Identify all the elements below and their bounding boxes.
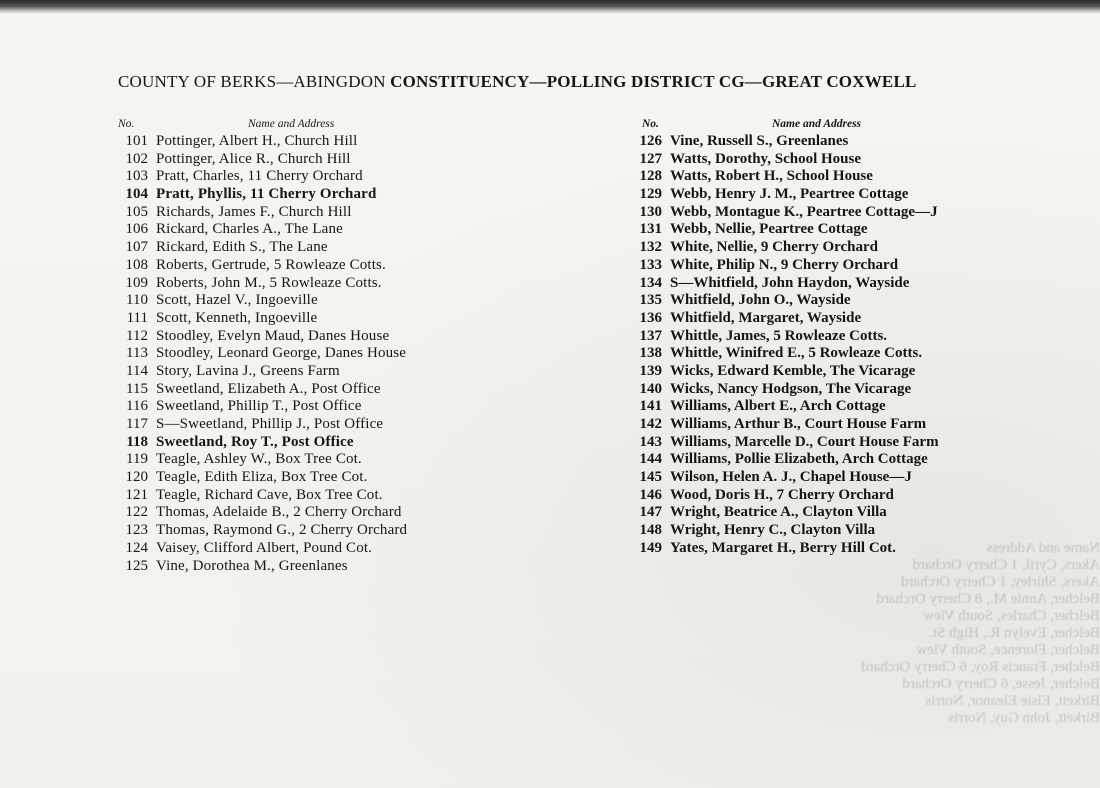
bleed-through-line: Belcher, Annie M., 8 Cherry Orchard — [876, 591, 1100, 607]
left-header-no: No. — [118, 118, 135, 130]
entry-number: 141 — [639, 398, 662, 415]
entry-name-address: Webb, Henry J. M., Peartree Cottage — [670, 186, 909, 203]
register-entry — [634, 133, 1034, 151]
entry-number: 134 — [639, 274, 662, 291]
register-entry — [634, 345, 1034, 363]
entry-number: 122 — [125, 504, 148, 521]
register-entry — [116, 257, 496, 275]
bleed-through-line: Akers, Shirley, 1 Cherry Orchard — [901, 574, 1100, 590]
entry-number: 143 — [639, 433, 662, 450]
register-entry — [634, 434, 1034, 452]
entry-name-address: Webb, Nellie, Peartree Cottage — [670, 221, 868, 238]
entry-name-address: Story, Lavina J., Greens Farm — [156, 362, 340, 379]
entry-name-address: Webb, Montague K., Peartree Cottage—J — [670, 203, 938, 220]
entry-name-address: Williams, Pollie Elizabeth, Arch Cottage — [670, 451, 928, 468]
register-entry — [634, 257, 1034, 275]
register-entry — [116, 292, 496, 310]
entry-number: 129 — [639, 186, 662, 203]
entry-number: 138 — [639, 345, 662, 362]
entry-name-address: Pottinger, Alice R., Church Hill — [156, 150, 351, 167]
entry-number: 115 — [126, 380, 148, 397]
entry-name-address: Wright, Henry C., Clayton Villa — [670, 522, 876, 539]
register-entry — [116, 416, 496, 434]
register-entry — [634, 540, 1034, 558]
entry-name-address: Williams, Arthur B., Court House Farm — [670, 416, 927, 432]
register-entry — [116, 151, 496, 169]
entry-number: 135 — [639, 292, 662, 309]
register-entry — [634, 522, 1034, 540]
register-entry — [634, 381, 1034, 399]
title-part-regular: COUNTY OF BERKS—ABINGDON — [118, 72, 391, 91]
left-entry-list — [116, 133, 496, 575]
entry-number: 113 — [126, 345, 148, 362]
register-entry — [116, 328, 496, 346]
entry-name-address: Whittle, Winifred E., 5 Rowleaze Cotts. — [670, 345, 923, 362]
entry-name-address: Wood, Doris H., 7 Cherry Orchard — [670, 486, 894, 503]
register-entry — [116, 398, 496, 416]
register-entry — [634, 151, 1034, 169]
entry-name-address: Pottinger, Albert H., Church Hill — [156, 133, 358, 149]
register-entry — [634, 221, 1034, 239]
entry-number: 128 — [639, 168, 662, 185]
entry-name-address: Rickard, Charles A., The Lane — [156, 221, 343, 238]
entry-name-address: Vaisey, Clifford Albert, Pound Cot. — [156, 539, 373, 556]
left-column-header — [116, 112, 496, 130]
bleed-through-line: Belcher, Evelyn R., High St. — [928, 625, 1100, 641]
entry-number: 123 — [125, 522, 148, 539]
register-entry — [634, 363, 1034, 381]
bleed-through-line: Belcher, Francis Roy, 6 Cherry Orchard — [861, 659, 1100, 675]
entry-number: 136 — [639, 309, 662, 326]
left-header-name: Name and Address — [248, 118, 335, 130]
entry-name-address: Wright, Beatrice A., Clayton Villa — [670, 504, 887, 521]
entry-name-address: Sweetland, Elizabeth A., Post Office — [156, 380, 381, 397]
entry-name-address: Williams, Albert E., Arch Cottage — [670, 398, 886, 415]
register-entry — [116, 221, 496, 239]
entry-name-address: Watts, Robert H., School House — [670, 168, 873, 185]
register-entry — [116, 168, 496, 186]
entry-number: 139 — [639, 362, 662, 379]
entry-number: 119 — [126, 451, 148, 468]
entry-name-address: S—Sweetland, Phillip J., Post Office — [156, 416, 384, 432]
entry-name-address: Thomas, Raymond G., 2 Cherry Orchard — [156, 522, 408, 539]
entry-number: 116 — [126, 398, 148, 415]
entry-number: 142 — [639, 416, 662, 432]
register-entry — [634, 275, 1034, 293]
bleed-through-line: Belcher, Jesse, 6 Cherry Orchard — [902, 676, 1100, 692]
entry-name-address: Vine, Dorothea M., Greenlanes — [156, 557, 348, 574]
entry-name-address: Scott, Kenneth, Ingoeville — [156, 309, 318, 326]
entry-name-address: Teagle, Ashley W., Box Tree Cot. — [156, 451, 362, 468]
entry-number: 126 — [639, 133, 662, 149]
register-entry — [634, 239, 1034, 257]
right-register-column — [634, 112, 1034, 558]
entry-name-address: Pratt, Charles, 11 Cherry Orchard — [156, 168, 363, 185]
entry-number: 124 — [125, 539, 148, 556]
entry-name-address: Stoodley, Leonard George, Danes House — [156, 345, 407, 362]
entry-number: 144 — [639, 451, 662, 468]
entry-number: 149 — [639, 539, 662, 556]
entry-number: 121 — [125, 486, 148, 503]
entry-number: 103 — [125, 168, 148, 185]
entry-name-address: Watts, Dorothy, School House — [670, 150, 861, 167]
register-entry — [634, 168, 1034, 186]
entry-number: 148 — [639, 522, 662, 539]
entry-number: 132 — [639, 239, 662, 256]
right-column-header — [634, 112, 1034, 130]
register-entry — [116, 434, 496, 452]
register-entry — [116, 310, 496, 328]
entry-name-address: Roberts, Gertrude, 5 Rowleaze Cotts. — [156, 256, 386, 273]
entry-name-address: Whittle, James, 5 Rowleaze Cotts. — [670, 327, 888, 344]
entry-name-address: Pratt, Phyllis, 11 Cherry Orchard — [156, 186, 377, 203]
register-entry — [634, 310, 1034, 328]
left-register-column — [116, 112, 496, 575]
entry-name-address: Vine, Russell S., Greenlanes — [670, 133, 849, 149]
entry-number: 137 — [639, 327, 662, 344]
register-entry — [116, 469, 496, 487]
entry-name-address: Scott, Hazel V., Ingoeville — [156, 292, 318, 309]
bleed-through-line: Birkett, John Guy, Norris — [948, 710, 1100, 726]
bleed-through-line: Birkett, Elsie Eleanor, Norris — [925, 693, 1100, 709]
entry-name-address: Whitfield, Margaret, Wayside — [670, 309, 862, 326]
register-entry — [116, 381, 496, 399]
entry-name-address: Wicks, Edward Kemble, The Vicarage — [670, 362, 916, 379]
register-entry — [116, 345, 496, 363]
bleed-through-line: Akers, Cyril, 1 Cherry Orchard — [912, 557, 1100, 573]
entry-number: 104 — [125, 186, 148, 203]
entry-number: 112 — [126, 327, 148, 344]
entry-number: 114 — [126, 362, 148, 379]
entry-name-address: Sweetland, Roy T., Post Office — [156, 433, 354, 450]
register-entry — [116, 204, 496, 222]
right-header-no: No. — [642, 118, 659, 130]
right-header-name: Name and Address — [772, 118, 862, 130]
register-entry — [116, 487, 496, 505]
register-entry — [634, 398, 1034, 416]
entry-number: 109 — [125, 274, 148, 291]
entry-name-address: Teagle, Richard Cave, Box Tree Cot. — [156, 486, 383, 503]
entry-number: 140 — [639, 380, 662, 397]
entry-number: 127 — [639, 150, 662, 167]
entry-name-address: Teagle, Edith Eliza, Box Tree Cot. — [156, 469, 368, 486]
entry-name-address: Stoodley, Evelyn Maud, Danes House — [156, 327, 390, 344]
register-entry — [116, 522, 496, 540]
entry-number: 108 — [125, 256, 148, 273]
entry-name-address: S—Whitfield, John Haydon, Wayside — [670, 274, 910, 291]
register-entry — [634, 292, 1034, 310]
entry-name-address: Roberts, John M., 5 Rowleaze Cotts. — [156, 274, 382, 291]
entry-name-address: Wilson, Helen A. J., Chapel House—J — [670, 469, 912, 486]
register-entry — [634, 451, 1034, 469]
register-entry — [116, 186, 496, 204]
entry-name-address: Yates, Margaret H., Berry Hill Cot. — [670, 539, 896, 556]
entry-name-address: Williams, Marcelle D., Court House Farm — [670, 433, 939, 450]
entry-name-address: Sweetland, Phillip T., Post Office — [156, 398, 362, 415]
entry-name-address: White, Philip N., 9 Cherry Orchard — [670, 256, 899, 273]
register-entry — [634, 416, 1034, 434]
entry-name-address: Thomas, Adelaide B., 2 Cherry Orchard — [156, 504, 402, 521]
entry-number: 117 — [126, 416, 148, 432]
entry-name-address: White, Nellie, 9 Cherry Orchard — [670, 239, 879, 256]
entry-name-address: Wicks, Nancy Hodgson, The Vicarage — [670, 380, 912, 397]
bleed-through-line: Name and Address — [986, 540, 1100, 556]
register-entry — [116, 133, 496, 151]
entry-number: 120 — [125, 469, 148, 486]
entry-number: 107 — [125, 239, 148, 256]
right-entry-list — [634, 133, 1034, 558]
register-entry — [116, 363, 496, 381]
entry-number: 110 — [126, 292, 148, 309]
entry-number: 111 — [126, 309, 148, 326]
register-entry — [634, 328, 1034, 346]
entry-name-address: Rickard, Edith S., The Lane — [156, 239, 328, 256]
entry-number: 146 — [639, 486, 662, 503]
bleed-through-line: Belcher, Charles, South View — [923, 608, 1100, 624]
entry-number: 102 — [125, 150, 148, 167]
register-entry — [634, 504, 1034, 522]
entry-number: 106 — [125, 221, 148, 238]
register-entry — [116, 558, 496, 576]
entry-number: 125 — [125, 557, 148, 574]
page-title — [118, 72, 988, 92]
entry-number: 131 — [639, 221, 662, 238]
register-entry — [116, 540, 496, 558]
register-entry — [634, 204, 1034, 222]
entry-name-address: Whitfield, John O., Wayside — [670, 292, 851, 309]
entry-number: 105 — [125, 203, 148, 220]
entry-number: 130 — [639, 203, 662, 220]
register-entry — [634, 487, 1034, 505]
register-entry — [634, 469, 1034, 487]
register-entry — [634, 186, 1034, 204]
page-edge-shadow — [0, 0, 1100, 14]
bleed-through-line: Belcher, Florence, South View — [916, 642, 1100, 658]
entry-name-address: Richards, James F., Church Hill — [156, 203, 352, 220]
entry-number: 133 — [639, 256, 662, 273]
register-entry — [116, 239, 496, 257]
title-part-bold: CONSTITUENCY—POLLING DISTRICT CG—GREAT COXWELL — [390, 72, 917, 91]
register-entry — [116, 504, 496, 522]
register-entry — [116, 451, 496, 469]
entry-number: 147 — [639, 504, 662, 521]
register-entry — [116, 275, 496, 293]
bleed-through-text — [800, 540, 1100, 788]
entry-number: 101 — [125, 133, 148, 149]
entry-number: 118 — [126, 433, 148, 450]
entry-number: 145 — [639, 469, 662, 486]
